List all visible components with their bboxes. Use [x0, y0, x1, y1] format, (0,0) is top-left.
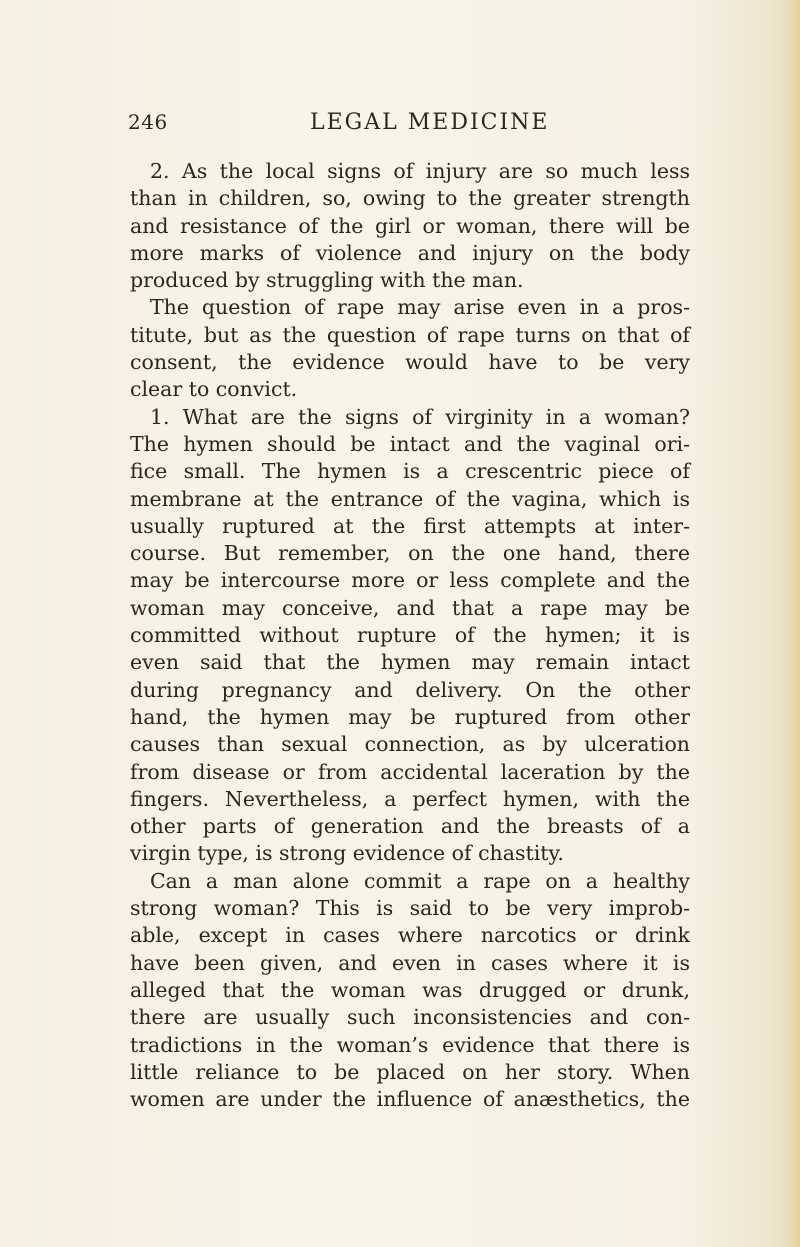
text-line: hand, the hymen may be ruptured from other: [130, 704, 690, 729]
text-line: women are under the influence of anæsthetics, the: [130, 1087, 690, 1112]
text-line: clear to convict.: [130, 377, 298, 402]
text-line: able, except in cases where narcotics or drink: [130, 923, 690, 948]
text-line: titute, but as the question of rape turns on that of: [130, 322, 690, 347]
text-line: from disease or from accidental laceration by the: [130, 759, 690, 784]
text-line: alleged that the woman was drugged or drunk,: [130, 977, 690, 1002]
text-line: committed without rupture of the hymen; it is: [130, 623, 690, 648]
text-line: woman may conceive, and that a rape may be: [130, 595, 690, 620]
text-line: virgin type, is strong evidence of chastity.: [130, 841, 564, 866]
text-line: little reliance to be placed on her story. When: [130, 1059, 690, 1084]
text-line: causes than sexual connection, as by ulceration: [130, 732, 690, 757]
text-line: and resistance of the girl or woman, there will be: [130, 213, 690, 238]
text-line: The question of rape may arise even in a pros-: [150, 295, 690, 320]
text-line: 2. As the local signs of injury are so much less: [150, 159, 690, 183]
text-line: have been given, and even in cases where it is: [130, 950, 690, 975]
text-line: course. But remember, on the one hand, there: [130, 541, 690, 566]
text-line: The hymen should be intact and the vaginal ori-: [130, 431, 690, 456]
text-line: strong woman? This is said to be very improb-: [130, 896, 690, 921]
body-text: [130, 158, 690, 1113]
text-line: even said that the hymen may remain intact: [130, 650, 690, 675]
page-number: 246: [128, 110, 168, 134]
text-line: more marks of violence and injury on the body: [130, 240, 690, 265]
text-line: membrane at the entrance of the vagina, which is: [130, 486, 690, 511]
text-line: produced by struggling with the man.: [130, 268, 524, 293]
text-line: fice small. The hymen is a crescentric piece of: [130, 459, 690, 484]
text-line: there are usually such inconsistencies and con-: [130, 1005, 690, 1030]
text-line: during pregnancy and delivery. On the other: [130, 677, 690, 702]
text-line: fingers. Nevertheless, a perfect hymen, with the: [130, 786, 690, 811]
text-line: other parts of generation and the breasts of a: [130, 814, 690, 839]
running-head: [128, 110, 688, 140]
text-line: usually ruptured at the first attempts at inter-: [130, 513, 690, 538]
text-line: than in children, so, owing to the greater strength: [130, 186, 690, 211]
text-line: tradictions in the woman’s evidence that there is: [130, 1032, 690, 1057]
text-line: 1. What are the signs of virginity in a woman?: [150, 404, 690, 429]
text-line: Can a man alone commit a rape on a healthy: [150, 868, 690, 893]
text-line: consent, the evidence would have to be very: [130, 350, 690, 375]
running-title: LEGAL MEDICINE: [310, 110, 550, 135]
page-edge-shadow: [786, 0, 800, 1247]
text-line: may be intercourse more or less complete and the: [130, 568, 690, 593]
